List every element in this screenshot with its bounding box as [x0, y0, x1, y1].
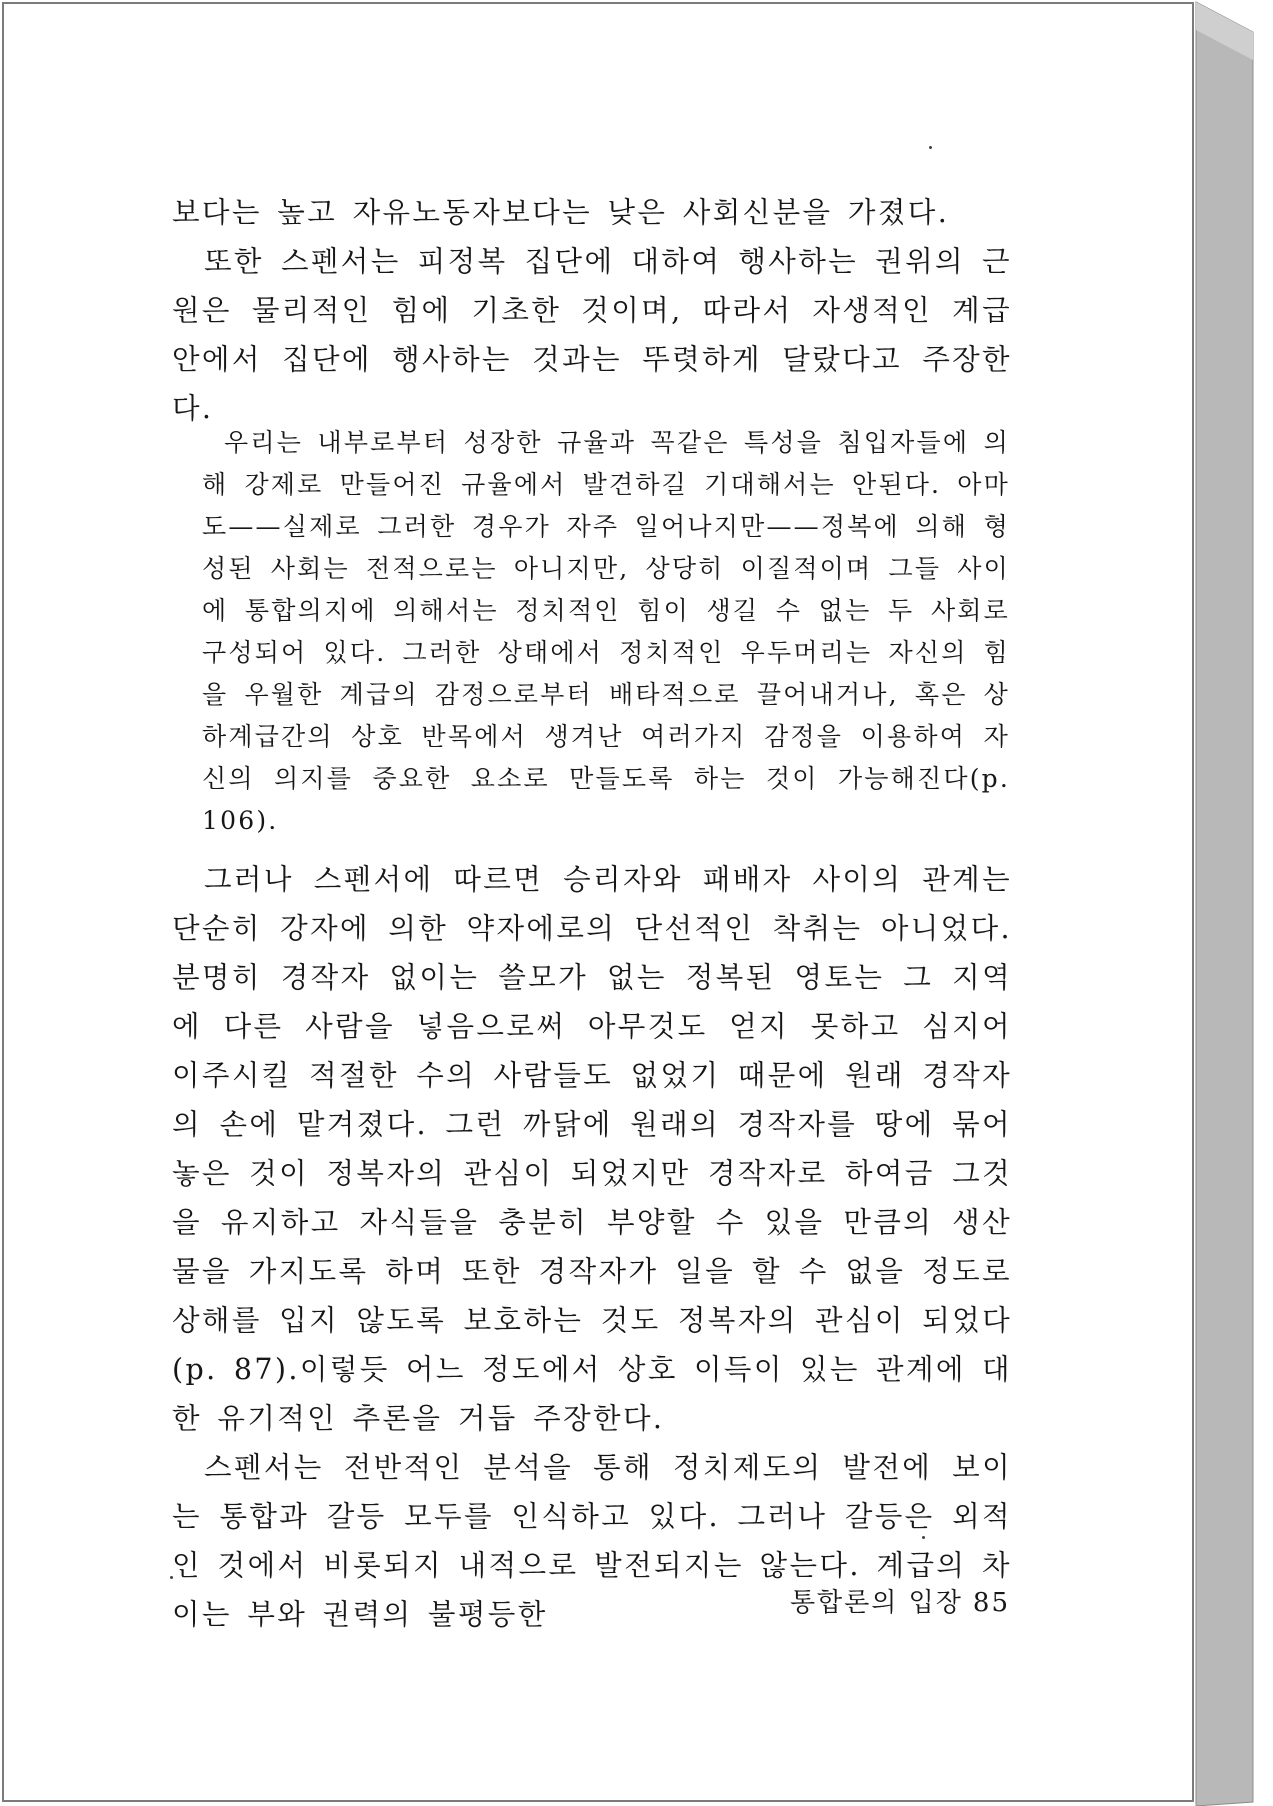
text-block-bottom: [172, 855, 1012, 1639]
text-block-top: [172, 188, 1012, 433]
running-title: 통합론의 입장: [789, 1588, 963, 1618]
paragraph: 보다는 높고 자유노동자보다는 낮은 사회신분을 가졌다.: [172, 196, 950, 229]
page-footer: [780, 1582, 1010, 1619]
paragraph: 또한 스펜서는 피정복 집단에 대하여 행사하는 권위의 근원은 물리적인 힘에 기초한 것이며, 따라서 자생적인 계급 안에서 집단에 행사하는 것과는 뚜렷하게 달랐다고 주장한다.: [172, 245, 1012, 425]
page-number: 85: [972, 1588, 1010, 1618]
block-quote: [202, 422, 1010, 842]
quote-paragraph: 우리는 내부로부터 성장한 규율과 꼭같은 특성을 침입자들에 의해 강제로 만들어진 규율에서 발견하길 기대해서는 안된다. 아마도——실제로 그러한 경우가 자주 일어나지만——정복에 의해 형성된 사회는 전적으로는 아니지만, 상당히 이질적이며 그들 사이에 통합의지에 의해서는 정치적인 힘이 생길 수 없는 두 사회로 구성되어 있다. 그러한 상태에서 정치적인 우두머리는 자신의 힘을 우월한 계급의 감정으로부터 배타적으로 끌어내거나, 혹은 상하계급간의 상호 반목에서 생겨난 여러가지 감정을 이용하여 자신의 의지를 중요한 요소로 만들도록 하는 것이 가능해진다(p. 106).: [202, 428, 1010, 835]
paragraph: 스펜서는 전반적인 분석을 통해 정치제도의 발전에 보이는 통합과 갈등 모두를 인식하고 있다. 그러나 갈등은 외적인 것에서 비롯되지 내적으로 발전되지는 않는다. 계급의 차이는 부와 권력의 불평등한: [172, 1451, 1012, 1631]
paragraph: 그러나 스펜서에 따르면 승리자와 패배자 사이의 관계는 단순히 강자에 의한 약자에로의 단선적인 착취는 아니었다. 분명히 경작자 없이는 쓸모가 없는 정복된 영토는 그 지역에 다른 사람을 넣음으로써 아무것도 얻지 못하고 심지어 이주시킬 적절한 수의 사람들도 없었기 때문에 원래 경작자의 손에 맡겨졌다. 그런 까닭에 원래의 경작자를 땅에 묶어 놓은 것이 정복자의 관심이 되었지만 경작자로 하여금 그것을 유지하고 자식들을 충분히 부양할 수 있을 만큼의 생산물을 가지도록 하며 또한 경작자가 일을 할 수 없을 정도로 상해를 입지 않도록 보호하는 것도 정복자의 관심이 되었다(p. 87).이렇듯 어느 정도에서 상호 이득이 있는 관계에 대한 유기적인 추론을 거듭 주장한다.: [172, 863, 1012, 1435]
scan-speck: [929, 146, 932, 149]
